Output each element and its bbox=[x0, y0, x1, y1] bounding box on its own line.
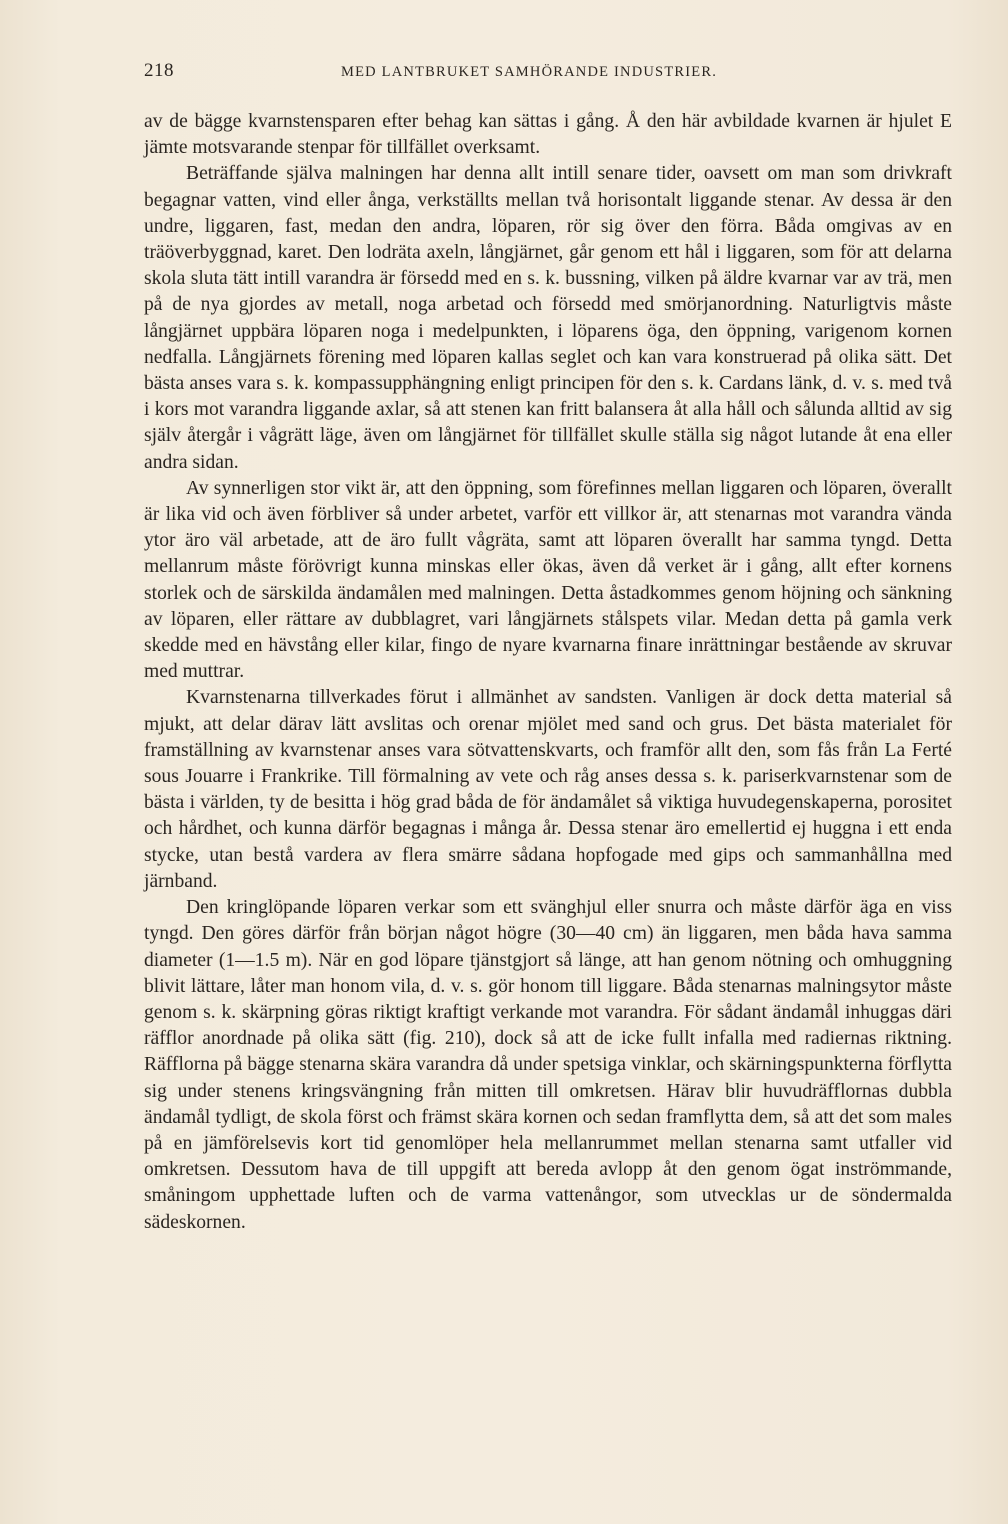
body-text bbox=[144, 109, 952, 1236]
page-header bbox=[144, 60, 952, 90]
running-title: MED LANTBRUKET SAMHÖRANDE INDUSTRIER. bbox=[341, 64, 718, 80]
paragraph-millstone-material: Kvarnstenarna tillverkades förut i allmänhet av sandsten. Vanligen är dock detta material så mjukt, att delar därav lätt avslitas och orenar mjölet med sand och grus. Det bästa materialet för framställning av kvarnstenar anses vara sötvattenskvarts, och framför allt den, som fås från La Ferté sous Jouarre i Frankrike. Till förmalning av vete och råg anses dessa s. k. pariserkvarnstenar som de bästa i världen, ty de besitta i hög grad båda de för ändamålet så viktiga huvudegenskaperna, porositet och hårdhet, och kunna därför begagnas i många år. Dessa stenar äro emellertid ej huggna i ett enda stycke, utan bestå vardera av flera smärre sådana hopfogade med gips och sammanhållna med järnband. bbox=[144, 687, 952, 892]
paragraph-stone-gap: Av synnerligen stor vikt är, att den öppning, som förefinnes mellan liggaren och löparen, överallt är lika vid och även förbliver så under arbetet, varför ett villkor är, att stenarnas mot varandra vända ytor äro väl arbetade, att de äro fullt vågräta, samt att löparen överallt har samma tyngd. Detta mellanrum måste förövrigt kunna minskas eller ökas, även då verket är i gång, allt efter kornens storlek och de särskilda ändamålen med malningen. Detta åstadkommes genom höjning och sänkning av löparen, eller rättare av dubblagret, vari långjärnets stålspets vilar. Medan detta på gamla verk skedde med en hävstång eller kilar, fingo de nyare kvarnarna finare inrättningar bestående av skruvar med muttrar. bbox=[144, 477, 952, 683]
paragraph-continued: av de bägge kvarnstensparen efter behag kan sättas i gång. Å den här avbildade kvarnen är hjulet E jämte motsvarande stenpar för tillfället overksamt. bbox=[144, 111, 952, 159]
paragraph-runner-stone: Den kringlöpande löparen verkar som ett svänghjul eller snurra och måste därför äga en viss tyngd. Den göres därför från början något högre (30—40 cm) än liggaren, men båda hava samma diameter (1—1.5 m). När en god löpare tjänstgjort så länge, att han genom nötning och omhuggning blivit lättare, låter man honom vila, d. v. s. gör honom till liggare. Båda stenarnas malningsytor måste genom s. k. skärpning göras riktigt kraftigt verkande mot varandra. För sådant ändamål inhuggas däri räfflor anordnade på olika sätt (fig. 210), dock så att de icke fullt infalla med radiernas riktning. Räfflorna på bägge stenarna skära varandra då under spetsiga vinklar, och skärningspunkterna förflytta sig under stenens kringsvängning från mitten till omkretsen. Härav blir huvudräfflornas dubbla ändamål tydligt, de skola först och främst skära kornen och sedan framflytta dem, så att det som males på en jämförelsevis kort tid genomlöper hela mellanrummet mellan stenarna samt utfaller vid omkretsen. Dessutom hava de till uppgift att bereda avlopp åt den genom ögat inströmmande, småningom upphettade luften och de varma vattenångor, som utvecklas ur de söndermalda sädeskornen. bbox=[144, 897, 952, 1233]
paragraph-milling: Beträffande själva malningen har denna allt intill senare tider, oavsett om man som drivkraft begagnar vatten, vind eller ånga, verkställts mellan två horisontalt liggande stenar. Av dessa är den undre, liggaren, fast, medan den andra, löparen, rör sig över den förra. Båda omgivas av en träöverbyggnad, karet. Den lodräta axeln, långjärnet, går genom ett hål i liggaren, som för att delarna skola sluta tätt intill varandra är försedd med en s. k. bussning, vilken på äldre kvarnar var av trä, men på de nya gjordes av metall, noga arbetad och försedd med smörjanordning. Naturligtvis måste långjärnet uppbära löparen noga i medelpunkten, i löparens öga, den öppning, varigenom kornen nedfalla. Långjärnets förening med löparen kallas seglet och kan vara konstruerad på olika sätt. Det bästa anses vara s. k. kompassupphängning enligt principen för den s. k. Cardans länk, d. v. s. med två i kors mot varandra liggande axlar, så att stenen kan fritt balansera åt alla håll och sålunda alltid av sig själv återgår i vågrätt läge, även om långjärnet för tillfället skulle ställa sig något lutande åt ena eller andra sidan. bbox=[144, 163, 952, 473]
page-number: 218 bbox=[144, 60, 174, 81]
